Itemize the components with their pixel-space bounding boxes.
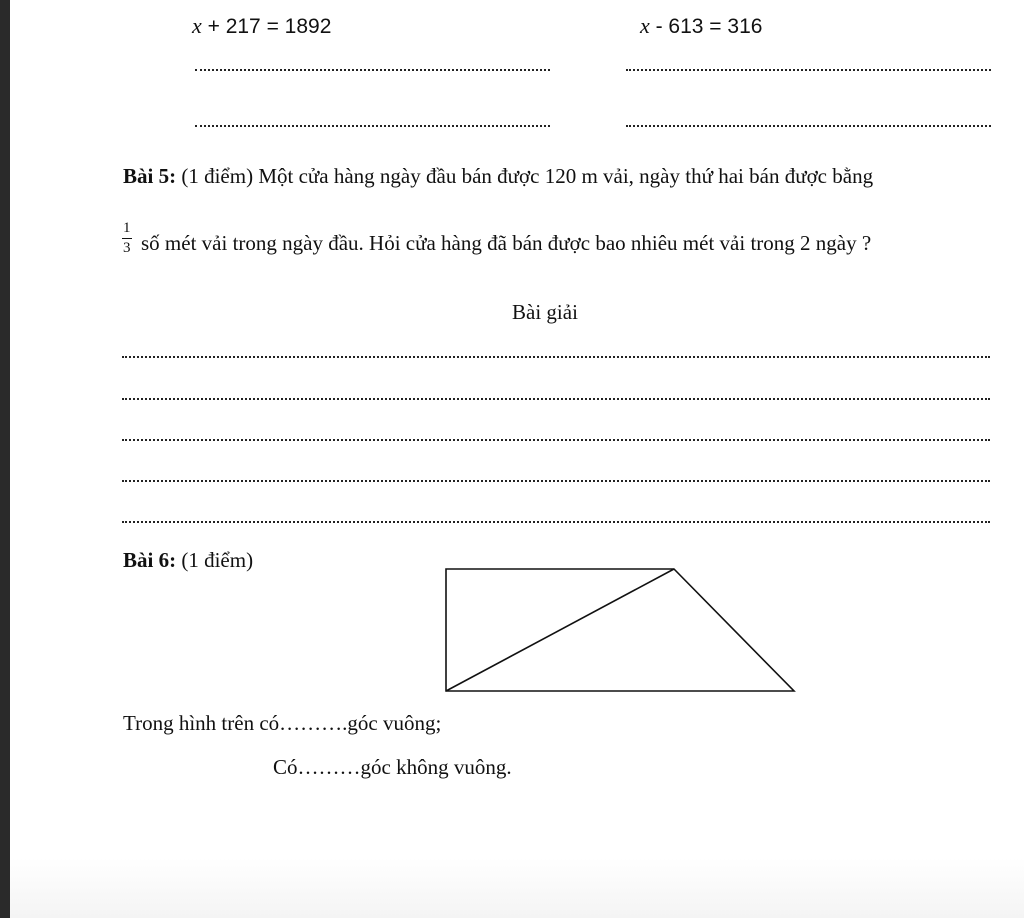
diagonal-line <box>446 569 674 691</box>
equation-right-expression: - 613 = 316 <box>649 15 763 38</box>
bai6-points: (1 điểm) <box>176 548 254 572</box>
fraction-denominator: 3 <box>123 240 131 256</box>
bai6-question-1: Trong hình trên có……….góc vuông; <box>123 711 442 735</box>
bai5-question-line2: số mét vải trong ngày đầu. Hỏi cửa hàng đã bán được bao nhiêu mét vải trong 2 ngày ? <box>141 231 872 255</box>
bai6-question-2: Có………góc không vuông. <box>273 755 512 779</box>
solution-label: Bài giải <box>512 300 578 324</box>
equation-left-expression: + 217 = 1892 <box>201 15 332 38</box>
bai5-heading: Bài 5: <box>123 164 177 188</box>
fraction-numerator: 1 <box>122 221 132 239</box>
trapezoid-shape <box>446 569 794 691</box>
bai6-heading: Bài 6: <box>123 548 177 572</box>
bai5-question-line1: (1 điểm) Một cửa hàng ngày đầu bán được 120 m vải, ngày thứ hai bán được bằng <box>176 164 874 188</box>
equation-left-variable: x <box>192 13 202 38</box>
equation-right-variable: x <box>640 13 650 38</box>
